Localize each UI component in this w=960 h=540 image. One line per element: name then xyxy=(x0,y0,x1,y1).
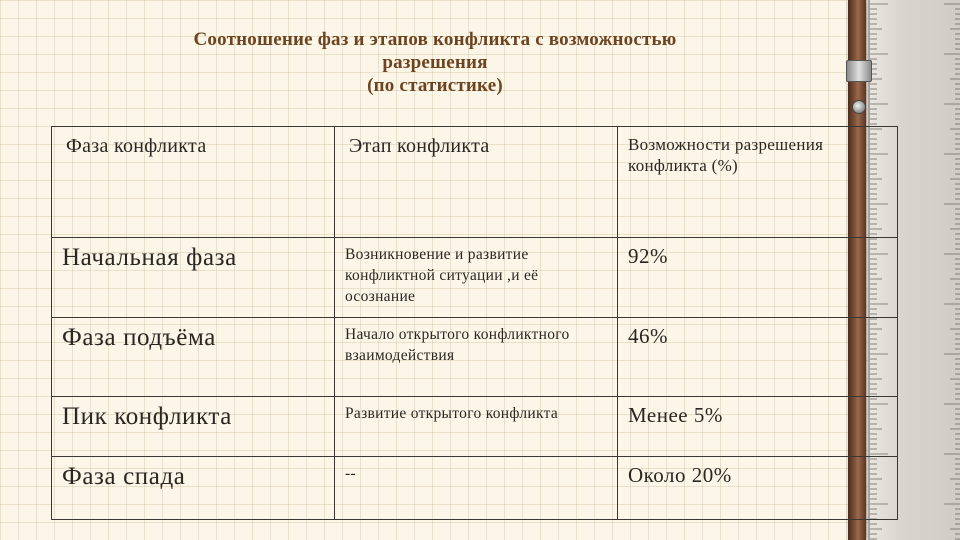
table-header-row xyxy=(52,127,898,238)
table-row xyxy=(52,457,898,520)
cell xyxy=(618,238,898,318)
slide-title xyxy=(70,28,800,97)
cell xyxy=(335,318,618,397)
cell xyxy=(335,238,618,318)
header-cell xyxy=(335,127,618,238)
header-percent: Возможности разрешения конфликта (%) xyxy=(628,135,824,175)
stage-cell: Начало открытого конфликтного взаимодействия xyxy=(345,326,570,364)
cell xyxy=(52,238,335,318)
percent-cell: Около 20% xyxy=(628,463,732,487)
cell xyxy=(618,457,898,520)
screw-icon xyxy=(852,100,866,114)
table-row xyxy=(52,318,898,397)
cell xyxy=(52,318,335,397)
statistics-table xyxy=(51,126,897,519)
header-phase: Фаза конфликта xyxy=(66,135,207,157)
cell xyxy=(335,397,618,457)
title-line-1: Соотношение фаз и этапов конфликта с возможностью xyxy=(193,29,677,50)
title-line-2: разрешения xyxy=(382,52,488,73)
header-stage: Этап конфликта xyxy=(349,135,490,157)
cell xyxy=(335,457,618,520)
stage-cell: Развитие открытого конфликта xyxy=(345,405,559,422)
cell xyxy=(52,397,335,457)
phase-cell: Фаза подъёма xyxy=(62,324,216,351)
header-cell xyxy=(618,127,898,238)
phase-cell: Фаза спада xyxy=(62,463,186,490)
stage-cell: Возникновение и развитие конфликтной ситуации ,и её осознание xyxy=(345,246,539,305)
table-row xyxy=(52,397,898,457)
cell xyxy=(618,318,898,397)
header-cell xyxy=(52,127,335,238)
percent-cell: 92% xyxy=(628,244,668,268)
clamp-top xyxy=(846,60,872,82)
percent-cell: Менее 5% xyxy=(628,403,723,427)
stage-cell: -- xyxy=(345,465,356,482)
title-line-3: (по статистике) xyxy=(367,75,503,96)
cell xyxy=(52,457,335,520)
percent-cell: 46% xyxy=(628,324,668,348)
phase-cell: Пик конфликта xyxy=(62,403,232,430)
phase-cell: Начальная фаза xyxy=(62,244,237,271)
cell xyxy=(618,397,898,457)
table-row xyxy=(52,238,898,318)
